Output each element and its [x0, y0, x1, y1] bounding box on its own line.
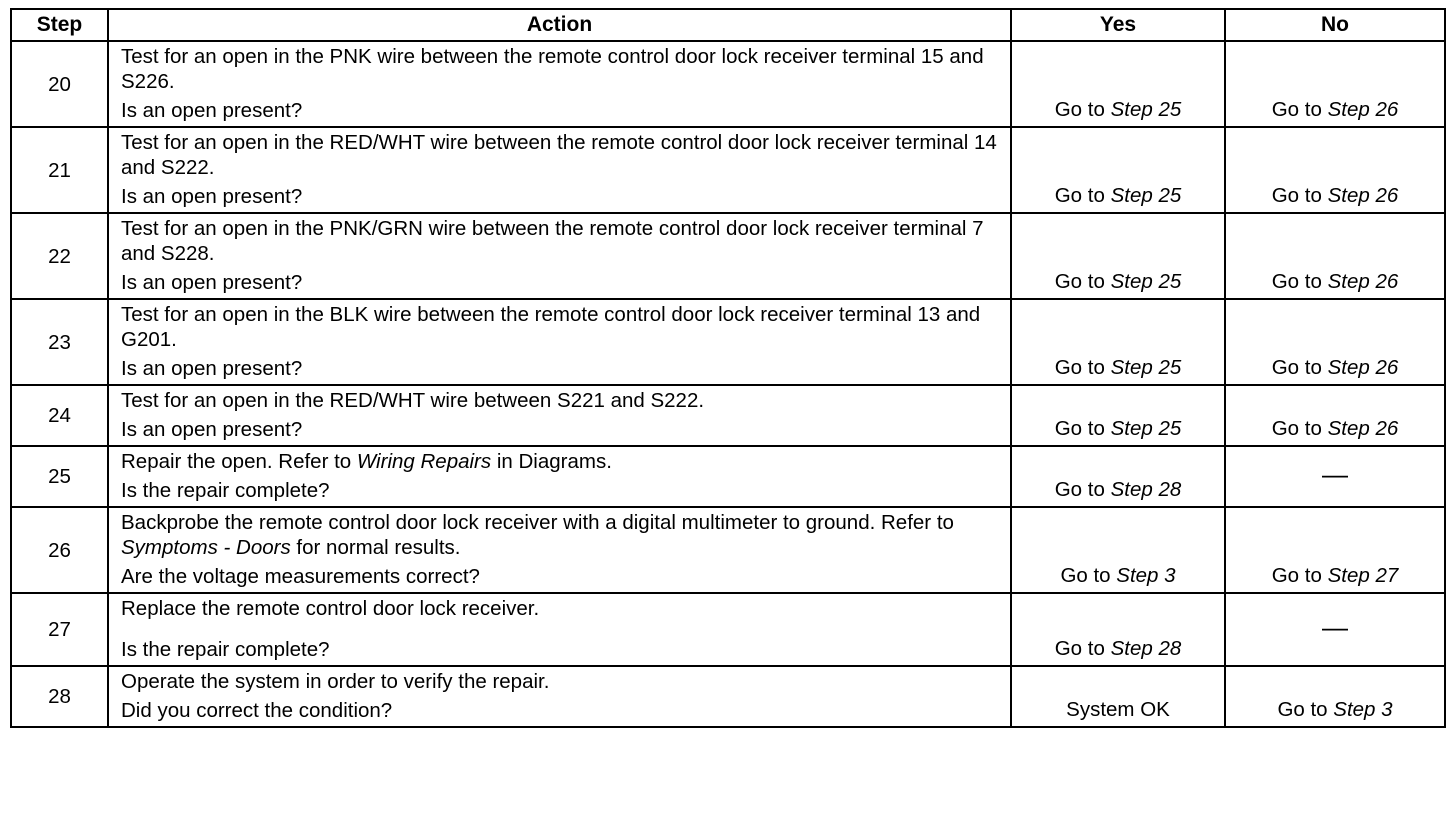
no-result — [1225, 41, 1445, 127]
action-question: Is an open present? — [121, 271, 303, 294]
yes-step-reference: Step 3 — [1116, 564, 1176, 587]
yes-step-reference: Step 25 — [1110, 417, 1182, 440]
action-question: Is the repair complete? — [121, 479, 330, 502]
no-result-text: Go to — [1271, 417, 1328, 440]
action-instruction — [121, 44, 1002, 94]
action-question: Is an open present? — [121, 185, 303, 208]
action-cell — [108, 299, 1011, 385]
no-step-reference: Step 27 — [1327, 564, 1399, 587]
action-instruction — [121, 216, 1002, 266]
action-cell — [108, 127, 1011, 213]
no-result-text: Go to — [1271, 98, 1328, 121]
reference-link-text: Symptoms - Doors — [121, 536, 291, 559]
table-row — [11, 127, 1445, 213]
no-result-text: Go to — [1271, 270, 1328, 293]
action-question: Did you correct the condition? — [121, 699, 393, 722]
yes-result-text: Go to — [1054, 417, 1111, 440]
table-row — [11, 213, 1445, 299]
yes-result-text: System OK — [1066, 698, 1170, 721]
instruction-text: for normal results. — [290, 536, 461, 559]
action-instruction — [121, 130, 1002, 180]
table-row — [11, 593, 1445, 666]
yes-result-text: Go to — [1054, 478, 1111, 501]
no-step-reference: Step 26 — [1327, 356, 1399, 379]
yes-result — [1011, 127, 1225, 213]
no-result — [1225, 127, 1445, 213]
action-question: Is the repair complete? — [121, 638, 330, 661]
action-question: Is an open present? — [121, 99, 303, 122]
instruction-text: Test for an open in the BLK wire between the remote control door lock receiver terminal 13 and G201. — [121, 303, 981, 351]
yes-step-reference: Step 25 — [1110, 98, 1182, 121]
instruction-text: Test for an open in the RED/WHT wire between the remote control door lock receiver terminal 14 and S222. — [121, 131, 997, 179]
action-instruction — [121, 302, 1002, 352]
no-result-text: — — [1322, 612, 1348, 642]
yes-result — [1011, 213, 1225, 299]
action-instruction — [121, 596, 1002, 621]
table-row — [11, 507, 1445, 593]
yes-result — [1011, 666, 1225, 727]
instruction-text: Backprobe the remote control door lock receiver with a digital multimeter to ground. Refer to — [121, 511, 954, 534]
step-number: 22 — [11, 213, 108, 299]
yes-result — [1011, 299, 1225, 385]
step-number: 24 — [11, 385, 108, 446]
action-instruction — [121, 510, 1002, 560]
action-instruction — [121, 449, 1002, 474]
yes-result-text: Go to — [1054, 98, 1111, 121]
yes-result-text: Go to — [1054, 637, 1111, 660]
no-step-reference: Step 3 — [1333, 698, 1393, 721]
no-result — [1225, 666, 1445, 727]
no-result-text: Go to — [1271, 356, 1328, 379]
action-cell — [108, 593, 1011, 666]
action-question: Are the voltage measurements correct? — [121, 565, 480, 588]
header-step: Step — [11, 9, 108, 41]
yes-result-text: Go to — [1054, 184, 1111, 207]
no-result-text: Go to — [1271, 184, 1328, 207]
action-cell — [108, 385, 1011, 446]
instruction-text: in Diagrams. — [491, 450, 612, 473]
action-question: Is an open present? — [121, 418, 303, 441]
instruction-text: Test for an open in the RED/WHT wire between S221 and S222. — [121, 389, 705, 412]
yes-step-reference: Step 25 — [1110, 184, 1182, 207]
action-cell — [108, 41, 1011, 127]
table-row — [11, 666, 1445, 727]
diagnostic-page — [10, 8, 1444, 728]
step-number: 28 — [11, 666, 108, 727]
yes-result — [1011, 446, 1225, 507]
step-number: 25 — [11, 446, 108, 507]
action-cell — [108, 446, 1011, 507]
step-number: 27 — [11, 593, 108, 666]
yes-result — [1011, 507, 1225, 593]
no-result — [1225, 507, 1445, 593]
no-result — [1225, 593, 1445, 666]
no-step-reference: Step 26 — [1327, 417, 1399, 440]
yes-result — [1011, 41, 1225, 127]
no-step-reference: Step 26 — [1327, 270, 1399, 293]
no-step-reference: Step 26 — [1327, 184, 1399, 207]
no-result — [1225, 446, 1445, 507]
instruction-text: Test for an open in the PNK wire between the remote control door lock receiver terminal 15 and S226. — [121, 45, 984, 93]
no-result-text: Go to — [1277, 698, 1334, 721]
table-row — [11, 299, 1445, 385]
table-row — [11, 385, 1445, 446]
header-row — [11, 9, 1445, 41]
yes-result — [1011, 385, 1225, 446]
action-cell — [108, 213, 1011, 299]
no-result — [1225, 299, 1445, 385]
action-instruction — [121, 388, 1002, 413]
instruction-text: Replace the remote control door lock receiver. — [121, 597, 540, 620]
action-cell — [108, 666, 1011, 727]
step-number: 20 — [11, 41, 108, 127]
no-result — [1225, 213, 1445, 299]
instruction-text: Operate the system in order to verify the repair. — [121, 670, 550, 693]
yes-step-reference: Step 25 — [1110, 270, 1182, 293]
instruction-text: Repair the open. Refer to — [121, 450, 357, 473]
diagnostic-table — [10, 8, 1446, 728]
table-row — [11, 446, 1445, 507]
reference-link-text: Wiring Repairs — [356, 450, 492, 473]
no-result — [1225, 385, 1445, 446]
action-instruction — [121, 669, 1002, 694]
header-yes: Yes — [1011, 9, 1225, 41]
yes-result-text: Go to — [1054, 356, 1111, 379]
yes-step-reference: Step 28 — [1110, 478, 1182, 501]
header-action: Action — [108, 9, 1011, 41]
action-question: Is an open present? — [121, 357, 303, 380]
step-number: 26 — [11, 507, 108, 593]
header-no: No — [1225, 9, 1445, 41]
yes-result — [1011, 593, 1225, 666]
action-cell — [108, 507, 1011, 593]
no-result-text: — — [1322, 459, 1348, 489]
yes-step-reference: Step 25 — [1110, 356, 1182, 379]
no-result-text: Go to — [1271, 564, 1328, 587]
step-number: 21 — [11, 127, 108, 213]
table-row — [11, 41, 1445, 127]
yes-step-reference: Step 28 — [1110, 637, 1182, 660]
step-number: 23 — [11, 299, 108, 385]
yes-result-text: Go to — [1054, 270, 1111, 293]
instruction-text: Test for an open in the PNK/GRN wire between the remote control door lock receiver terminal 7 and S228. — [121, 217, 984, 265]
no-step-reference: Step 26 — [1327, 98, 1399, 121]
yes-result-text: Go to — [1060, 564, 1117, 587]
